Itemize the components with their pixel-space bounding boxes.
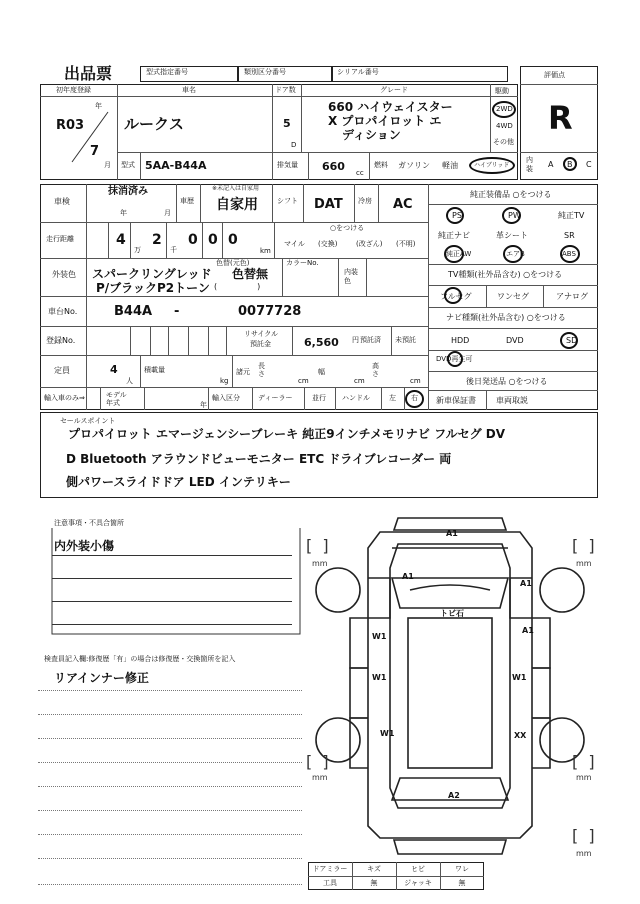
dmg-left-fender: A1	[402, 572, 414, 581]
opt-leather: 革シート	[496, 231, 528, 240]
tbl-h-kizu: キズ	[367, 865, 381, 873]
toroku-label: 登録No.	[46, 336, 76, 345]
naga-cm: cm	[298, 377, 309, 385]
fuel-hybrid: ハイブリッド	[474, 162, 510, 169]
airbag-circle	[503, 245, 523, 263]
teiin-value: 4	[110, 363, 118, 376]
inspector-label: 検査員記入欄:修復歴「有」の場合は修復歴・交換箇所を記入	[44, 655, 236, 663]
sales-line-1: プロパイロット エマージェンシーブレーキ 純正9インチメモリナビ フルセグ DV	[68, 427, 506, 441]
teiin-label: 定員	[54, 366, 70, 375]
katashiki-shitei-label: 型式指定番号	[146, 68, 188, 76]
color-iro: 色替無	[232, 267, 269, 281]
shaken-tsuki: 月	[164, 209, 171, 217]
sales-line-3: 側パワースライドドア LED インテリキー	[66, 475, 291, 489]
kogo-hoshosho: 新車保証書	[436, 396, 476, 405]
haiki-value: 660	[322, 160, 345, 173]
tv-oneseg: ワンセグ	[497, 292, 529, 301]
fuel-keiyu: 軽油	[442, 161, 458, 170]
sales-line-2: D Bluetooth アラウンドビューモニター ETC ドライブレコーダー 両	[66, 452, 452, 466]
mm-bracket-4: [ ]	[572, 752, 595, 771]
tv-header: TV種類(社外品含む) ○をつける	[448, 270, 563, 279]
kudo-2wd-circle	[492, 101, 516, 118]
sekisai-label: 積載量	[144, 366, 165, 374]
recycle-yen: 円	[352, 336, 359, 344]
opt-pw: PW	[508, 211, 521, 220]
recycle-label: リサイクル	[244, 330, 279, 338]
taka-cm: cm	[410, 377, 421, 385]
serial-label: シリアル番号	[337, 68, 379, 76]
color-paren: ( )	[214, 282, 261, 291]
daino-model: B44A	[114, 304, 153, 319]
pw-circle	[502, 207, 521, 224]
grade-line-3: ディション	[342, 128, 401, 142]
naiso-label: 内装	[526, 156, 533, 173]
shaken-label: 車検	[54, 197, 70, 206]
dvd-play: DVD再生可	[436, 355, 473, 363]
color-no-label: カラーNo.	[286, 259, 319, 267]
color-label: 外装色	[52, 270, 76, 279]
sokou-kokan: (交換)	[318, 240, 338, 248]
fullseg-circle	[444, 287, 462, 304]
yunyu-dealer: ディーラー	[258, 394, 293, 402]
hyoka-label: 評価点	[544, 71, 565, 79]
reibo-value: AC	[393, 197, 413, 212]
dmg-right-door-front: A1	[522, 626, 534, 635]
right-handle-circle	[405, 390, 424, 408]
opt-navi: 純正ナビ	[438, 231, 470, 240]
yunyu-right: 右	[411, 394, 418, 402]
nenryo-label: 燃料	[374, 161, 388, 169]
daino-number: 0077728	[238, 304, 302, 319]
yunyu-nen: 年	[200, 401, 207, 409]
tbl-jack-val: 無	[458, 879, 466, 887]
shaken-nen: 年	[120, 209, 127, 217]
dmg-left-door-1: W1	[372, 632, 387, 641]
shodo-year: R03	[56, 118, 85, 133]
daino-label: 車台No.	[48, 307, 78, 316]
dmg-front-bumper: A1	[446, 529, 458, 538]
kudo-label: 駆動	[495, 87, 509, 95]
shareki-label: 車歴	[180, 197, 194, 205]
door-label: ドア数	[275, 86, 296, 94]
recycle-amount: 6,560	[304, 336, 339, 349]
door-count: 5	[283, 117, 291, 130]
reibo-label: 冷房	[358, 197, 372, 205]
sokou-d3: 0	[188, 232, 198, 248]
naiso-b-circle	[563, 157, 577, 171]
tbl-h-mirror: ドアミラー	[312, 865, 348, 873]
yunyu-model: モデル年式	[106, 391, 127, 407]
opt-airbag: エアB	[506, 250, 525, 258]
grade-line-1: 660 ハイウェイスター	[328, 100, 453, 114]
sokou-fumei: (不明)	[396, 240, 416, 248]
naiso-opt-b: B	[567, 160, 573, 169]
tbl-kogu: 工具	[323, 879, 337, 887]
mm-bracket-3: [ ]	[306, 752, 329, 771]
abs-circle	[560, 245, 580, 263]
navi-header: ナビ種類(社外品含む) ○をつける	[446, 313, 566, 322]
dmg-windshield: トビ石	[440, 609, 464, 618]
mm-label-5: mm	[576, 849, 592, 858]
navi-hdd: HDD	[451, 336, 470, 345]
sales-label: セールスポイント	[60, 417, 116, 425]
hyoka-value: R	[548, 99, 573, 137]
dmg-right-fender: A1	[520, 579, 532, 588]
sokou-d1: 4	[116, 232, 126, 248]
shareki-value: 自家用	[216, 197, 258, 213]
mm-label-4: mm	[576, 773, 592, 782]
sokou-man: 万	[134, 246, 141, 254]
sokou-km: km	[260, 247, 271, 255]
aw-circle	[444, 245, 464, 263]
sokou-d2: 2	[152, 232, 162, 248]
naiso-opt-a: A	[548, 160, 554, 169]
shamei-value: ルークス	[124, 115, 184, 133]
tbl-jack: ジャッキ	[404, 879, 432, 887]
opt-abs: ABS	[562, 250, 576, 258]
mm-label-1: mm	[312, 559, 328, 568]
sokou-label: 走行距離	[46, 235, 74, 243]
shift-label: シフト	[277, 197, 298, 205]
color-moto-label: 色替(元色)	[216, 259, 250, 267]
yunyu-label: 輸入車のみ⇒	[44, 394, 85, 402]
year-suffix: 年	[95, 102, 102, 110]
shift-value: DAT	[314, 197, 343, 212]
katashiki-label: 型式	[121, 161, 135, 169]
color-name-2: P/ブラックP2トーン	[96, 281, 210, 295]
shareki-note: ※未記入は自家用	[212, 185, 260, 192]
junsei-header: 純正装備品 ○をつける	[470, 190, 552, 199]
navi-sd: SD	[566, 336, 578, 345]
mm-bracket-2: [ ]	[572, 536, 595, 555]
inspector-text: リアインナー修正	[54, 671, 149, 685]
notes-frame	[50, 526, 304, 638]
dmg-right-quarter: XX	[514, 731, 527, 740]
tbl-h-hibi: ヒビ	[411, 865, 425, 873]
shaken-value: 抹消済み	[108, 186, 148, 197]
car-diagram	[300, 508, 600, 860]
sokou-circle-note: ○をつける	[330, 224, 365, 232]
notes-text: 内外装小傷	[54, 539, 115, 553]
tv-analog: アナログ	[556, 292, 588, 301]
opt-aw: 純正AW	[446, 250, 472, 258]
recycle-label-2: 預託金	[250, 340, 271, 348]
tbl-kogu-val: 無	[370, 879, 378, 887]
mm-label-2: mm	[576, 559, 592, 568]
shogen-taka: 高さ	[372, 362, 379, 378]
tbl-h-ware: ワレ	[455, 865, 469, 873]
kogo-header: 後日発送品 ○をつける	[466, 377, 548, 386]
recycle-miyotaku: 未預託	[395, 336, 416, 344]
haiki-label: 排気量	[277, 161, 298, 169]
shogen-haba: 幅	[318, 368, 325, 376]
dmg-left-door-2: W1	[372, 673, 387, 682]
sokou-mile: マイル	[284, 240, 305, 248]
ps-circle	[446, 207, 464, 224]
shodo-label: 初年度登録	[56, 86, 91, 94]
notes-label: 注意事項・不具合箇所	[54, 519, 124, 527]
ruibetsu-label: 類別区分番号	[244, 68, 286, 76]
sokou-d4: 0	[208, 232, 218, 248]
yunyu-left: 左	[389, 394, 396, 402]
fuel-gasoline: ガソリン	[398, 161, 430, 170]
grade-line-2: X プロパイロット エ	[328, 114, 442, 128]
daino-dash: -	[174, 304, 180, 319]
mm-bracket-1: [ ]	[306, 536, 329, 555]
form-title: 出品票	[64, 64, 113, 83]
tv-fullseg: フルセグ	[440, 292, 472, 301]
navi-dvd: DVD	[506, 336, 524, 345]
yunyu-heiko: 並行	[312, 394, 326, 402]
dmg-rear-bumper: A2	[448, 791, 460, 800]
shogen-naga: 長さ	[258, 362, 265, 378]
hybrid-circle	[469, 157, 515, 174]
shogen-label: 諸元	[236, 368, 250, 376]
haba-cm: cm	[354, 377, 365, 385]
sokou-kaizan: (改ざん)	[356, 240, 383, 248]
shamei-label: 車名	[182, 86, 196, 94]
mm-bracket-5: [ ]	[572, 826, 595, 845]
kudo-other: その他	[493, 138, 514, 146]
dmg-left-quarter: W1	[380, 729, 395, 738]
shodo-month: 7	[90, 144, 100, 159]
opt-tv: 純正TV	[558, 211, 585, 220]
kudo-2wd: 2WD	[496, 105, 513, 113]
sokou-sen: 千	[170, 246, 177, 254]
kogo-torisetsu: 車両取説	[496, 396, 528, 405]
opt-sr: SR	[564, 231, 575, 240]
yunyu-handle: ハンドル	[342, 394, 370, 402]
sokou-d5: 0	[228, 232, 238, 248]
katashiki-value: 5AA-B44A	[145, 159, 207, 172]
kudo-4wd: 4WD	[496, 122, 513, 130]
cc-unit: cc	[356, 169, 364, 177]
dvd-play-circle	[447, 351, 463, 367]
color-name-1: スパークリングレッド	[92, 267, 212, 281]
door-d: D	[291, 141, 297, 149]
month-suffix: 月	[104, 161, 111, 169]
teiin-nin: 人	[126, 377, 133, 385]
sd-circle	[560, 332, 578, 349]
recycle-yotaku: 預託済	[360, 336, 381, 344]
grade-label: グレード	[380, 86, 408, 94]
mm-label-3: mm	[312, 773, 328, 782]
naiso-opt-c: C	[586, 160, 592, 169]
sekisai-kg: kg	[220, 377, 229, 385]
naiso-color-label: 内装色	[344, 268, 358, 285]
opt-ps: PS	[452, 211, 462, 220]
dmg-right-door-2: W1	[512, 673, 527, 682]
yunyu-kubun: 輸入区分	[212, 394, 240, 402]
